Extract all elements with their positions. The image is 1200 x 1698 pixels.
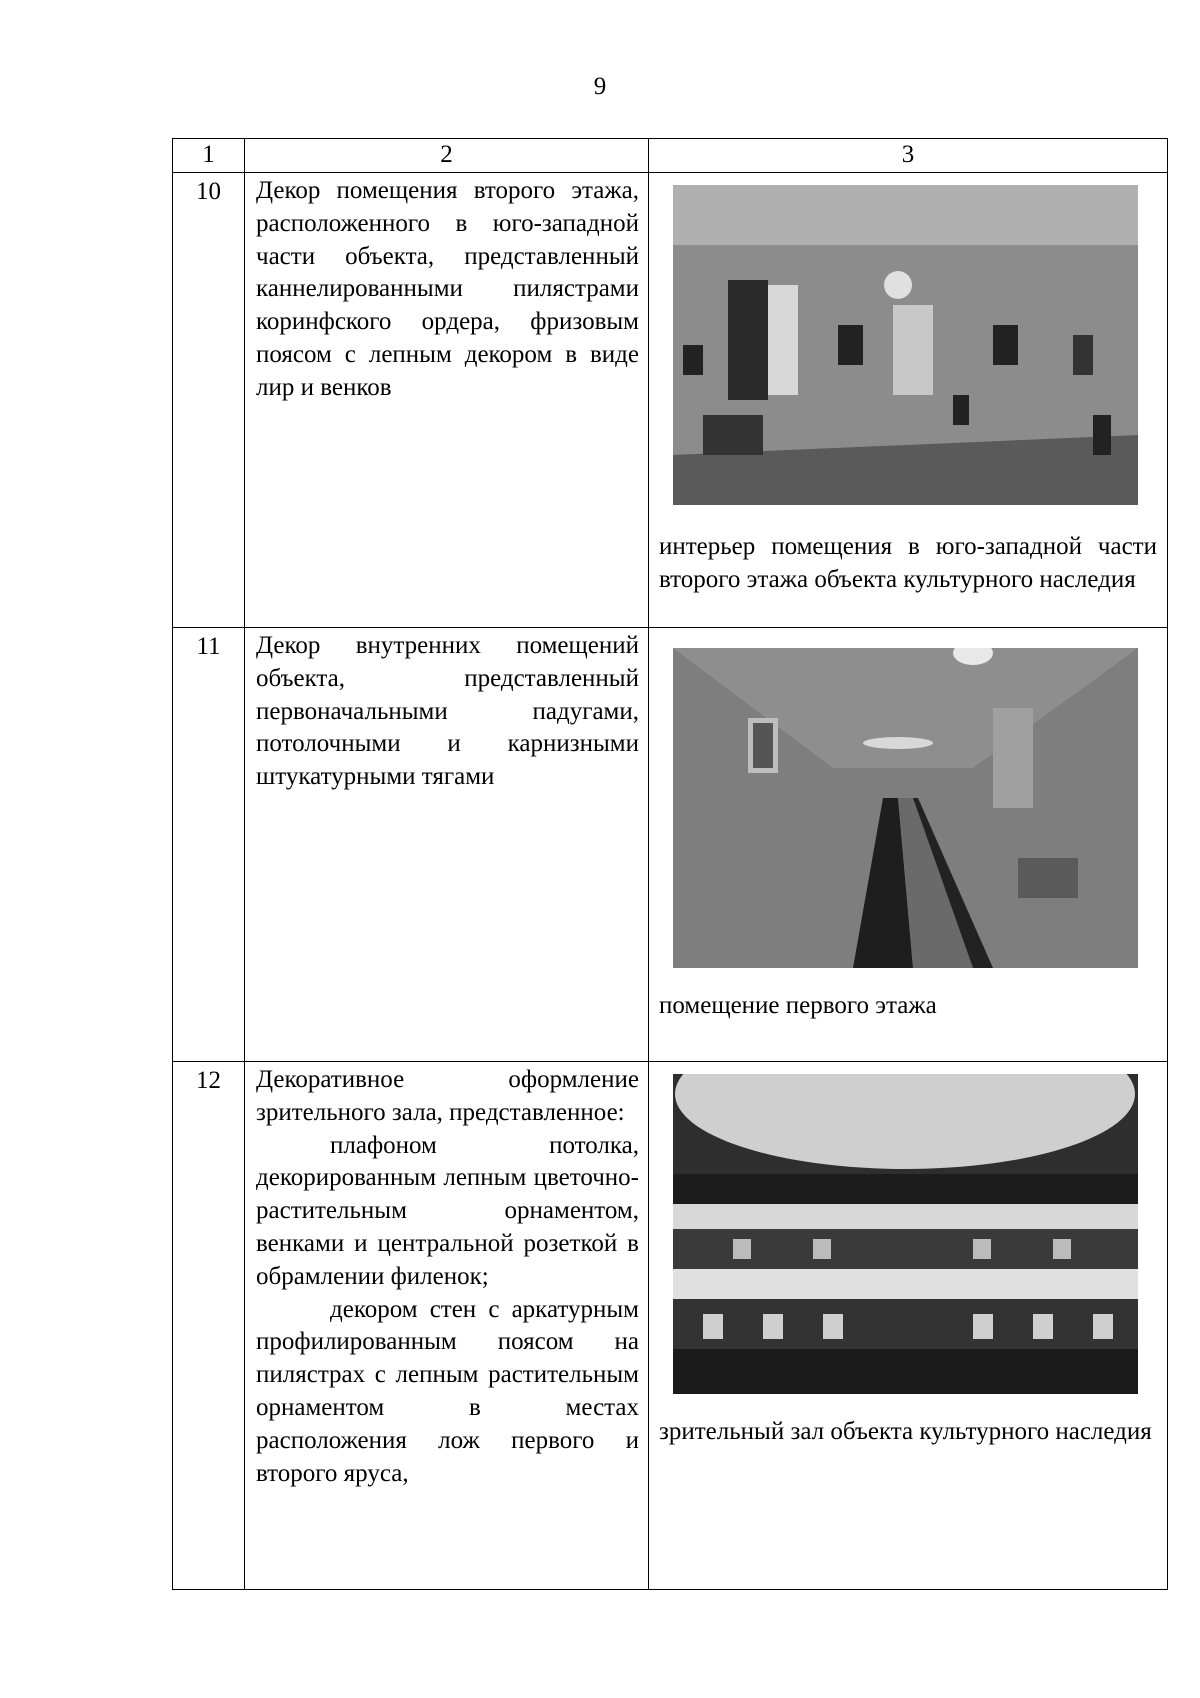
table-row: [173, 173, 1168, 628]
row-number: 12: [173, 1062, 245, 1590]
description-ceiling: плафоном потолка, декорированным лепным цветочно-растительным орнаментом, венками и центральной розеткой в обрамлении филенок;: [256, 1131, 639, 1290]
column-header-2: 2: [245, 139, 649, 173]
row-number: 10: [173, 173, 245, 628]
row-illustration: [649, 173, 1168, 628]
table-header-row: [173, 139, 1168, 173]
row-illustration: [649, 628, 1168, 1062]
description-walls: декором стен с аркатурным профилированным поясом на пилястрах с лепным растительным орнаментом в местах расположения лож первого и второго яруса,: [256, 1295, 639, 1487]
column-header-1: 1: [173, 139, 245, 173]
photo-caption: интерьер помещения в юго-западной части второго этажа объекта культурного наследия: [659, 533, 1157, 593]
description-text: Декор помещения второго этажа, расположенного в юго-западной части объекта, представленный каннелированными пилястрами коринфского ордера, фризовым поясом с лепным декором в виде лир и венков: [256, 177, 639, 401]
row-number: 11: [173, 628, 245, 1062]
page-number: 9: [593, 73, 607, 100]
table-row: [173, 628, 1168, 1062]
description-text: Декор внутренних помещений объекта, представленный первоначальными падугами, потолочными и карнизными штукатурными тягами: [256, 632, 639, 791]
description-intro: Декоративное оформление зрительного зала, представленное:: [256, 1066, 639, 1126]
table-row: [173, 1062, 1168, 1590]
row-description: [245, 173, 649, 628]
photo-caption: зрительный зал объекта культурного наследия: [659, 1418, 1152, 1445]
auditorium-photo: [673, 1074, 1138, 1394]
interior-hall-photo: [673, 185, 1138, 505]
heritage-table: [172, 138, 1168, 1590]
photo-caption: помещение первого этажа: [659, 992, 937, 1019]
row-description: [245, 1062, 649, 1590]
row-description: [245, 628, 649, 1062]
column-header-3: 3: [649, 139, 1168, 173]
corridor-photo: [673, 648, 1138, 968]
row-illustration: [649, 1062, 1168, 1590]
